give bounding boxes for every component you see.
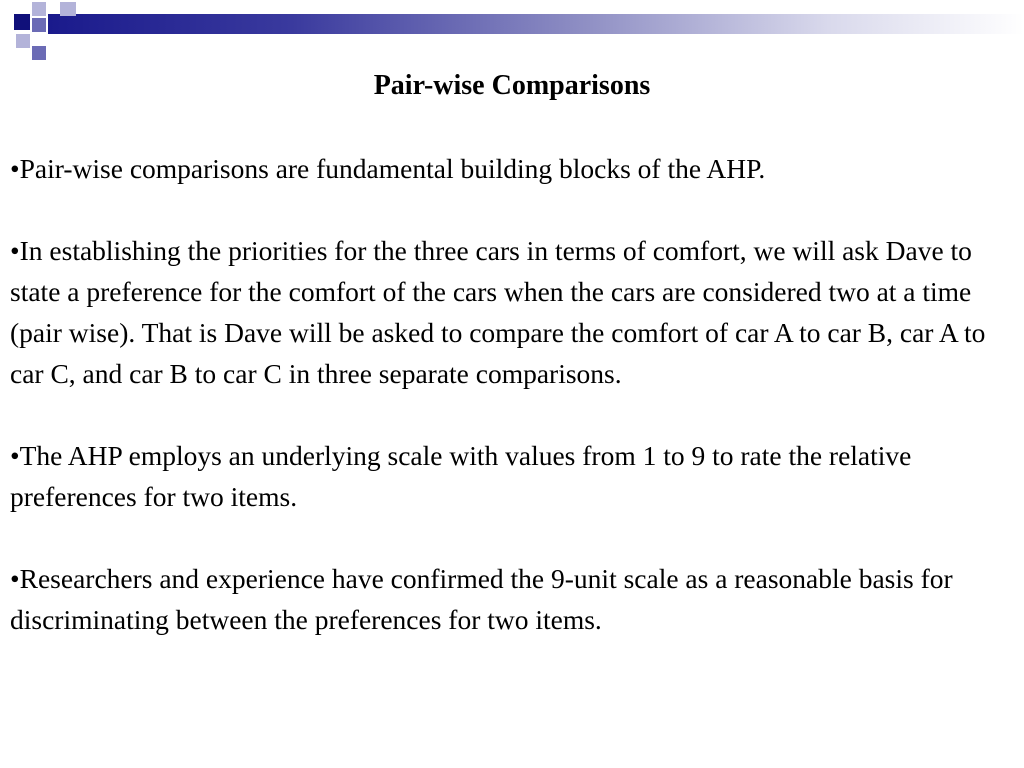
decor-square-dark — [14, 14, 30, 30]
slide-body — [10, 148, 1020, 681]
decor-square-mid — [32, 46, 46, 60]
decor-square-light — [60, 2, 76, 16]
decor-square-light — [32, 2, 46, 16]
decor-square-mid — [32, 18, 46, 32]
bullet-text: •In establishing the priorities for the three cars in terms of comfort, we will ask Dave to state a preference for the comfort of the cars when the cars are considered two at a time (pair wise). That is Dave will be asked to compare the comfort of car A to car B, car A to car C, and car B to car C in three separate comparisons. — [10, 235, 986, 389]
header-gradient-bar — [48, 14, 1024, 34]
header-decoration — [0, 0, 1024, 62]
bullet-text: •Researchers and experience have confirmed the 9-unit scale as a reasonable basis for discriminating between the preferences for two items. — [10, 563, 953, 635]
bullet-text: •Pair-wise comparisons are fundamental building blocks of the AHP. — [10, 153, 766, 184]
bullet-text: •The AHP employs an underlying scale with values from 1 to 9 to rate the relative preferences for two items. — [10, 440, 912, 512]
slide-title: Pair-wise Comparisons — [373, 70, 651, 101]
decor-square-light — [16, 34, 30, 48]
